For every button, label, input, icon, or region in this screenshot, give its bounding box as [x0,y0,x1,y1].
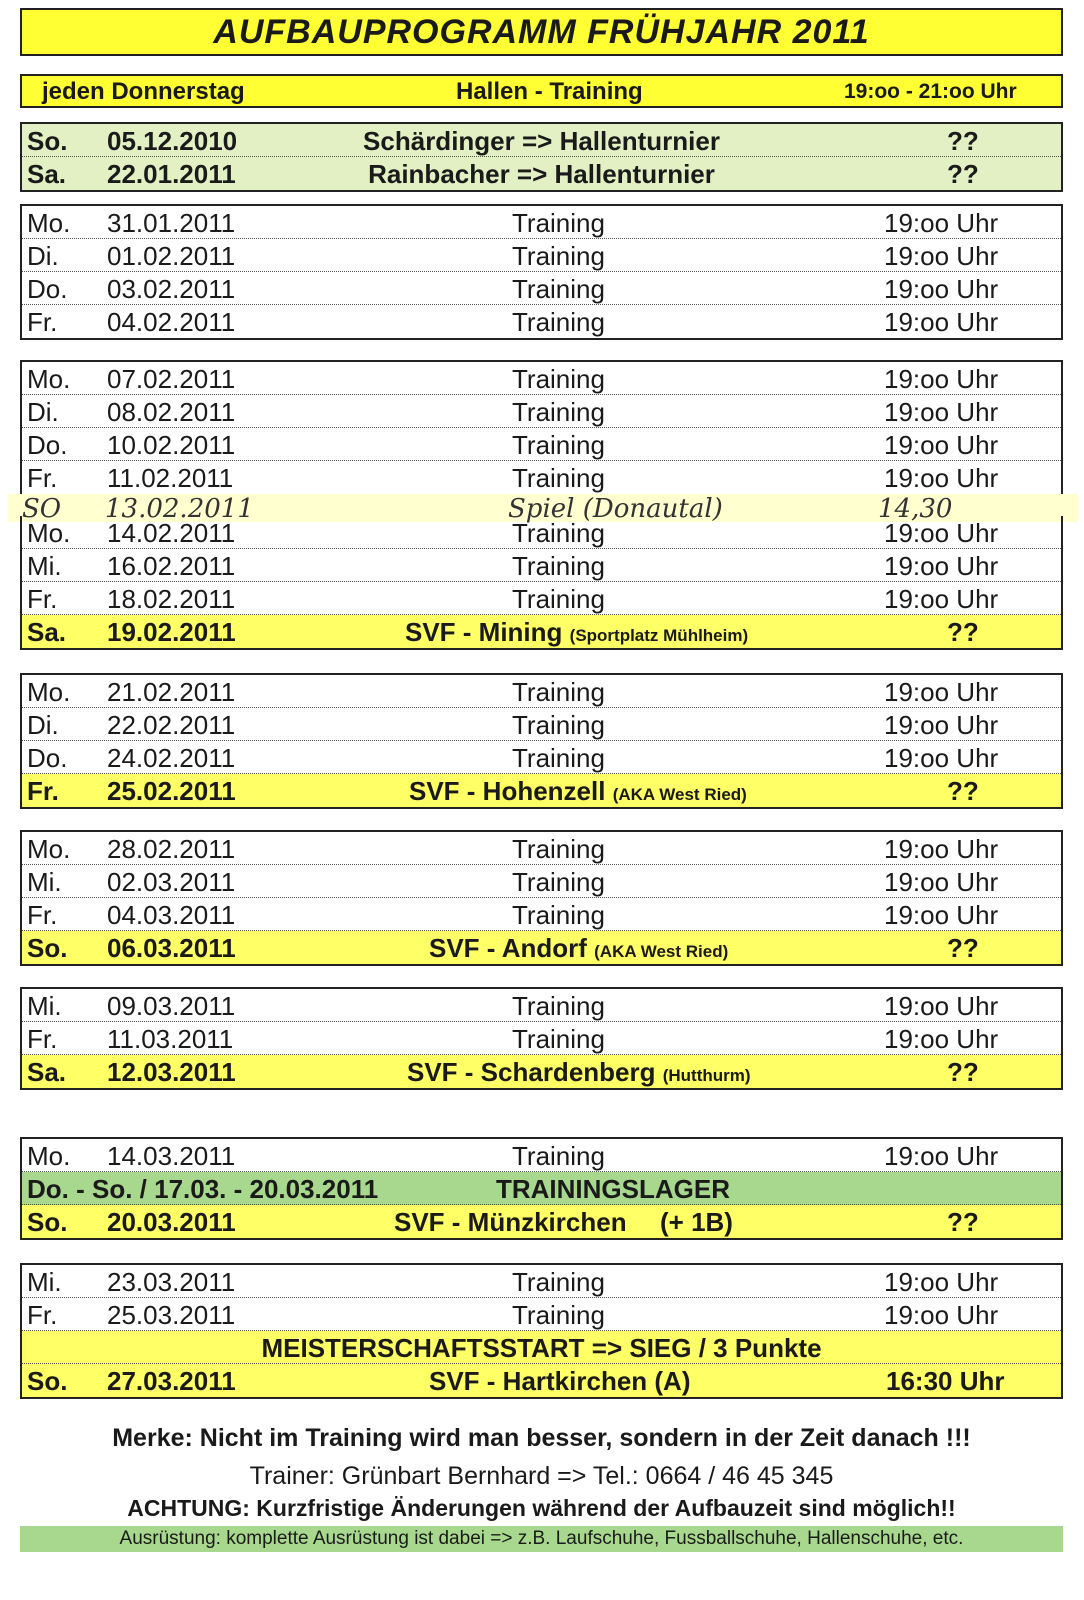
match-extra: (+ 1B) [660,1207,733,1237]
row-day: Fr. [27,900,58,930]
hall-label: Hallen - Training [456,78,643,105]
week-block-3 [20,673,1063,809]
row-event [407,1057,751,1088]
match-name: SVF - Andorf [429,933,587,963]
match-name: SVF - Hohenzell [409,776,606,806]
row-activity: Training [512,743,605,773]
row-time: 19:oo Uhr [884,677,999,707]
tournaments-block [20,122,1063,192]
row-time: 19:oo Uhr [884,867,999,897]
row-date: 19.02.2011 [107,617,236,647]
row-day: Sa. [27,617,67,647]
row-date: 11.02.2011 [107,463,234,493]
row-time: 19:oo Uhr [884,1141,999,1171]
schedule-row [22,1022,1061,1055]
row-activity: Training [512,518,605,548]
row-time: 19:oo Uhr [884,1300,999,1330]
row-time: 19:oo Uhr [884,518,999,548]
match-venue: (Hutthurm) [662,1066,751,1085]
row-event [405,617,748,648]
match-row [22,1205,1061,1238]
row-time: 19:oo Uhr [884,274,999,304]
schedule-row [22,1139,1061,1172]
row-activity: Training [512,551,605,581]
row-day: Fr. [27,1300,58,1330]
row-activity: Training [512,867,605,897]
row-time: 19:oo Uhr [884,1267,999,1297]
row-date: 12.03.2011 [107,1057,236,1087]
schedule-row [22,362,1061,395]
row-date: 22.02.2011 [107,710,236,740]
row-time: ?? [947,1057,979,1087]
row-event: SVF - Hartkirchen (A) [429,1366,691,1396]
row-time: ?? [947,617,979,647]
schedule-row [22,239,1061,272]
row-day: Sa. [27,1057,67,1087]
row-date: 28.02.2011 [107,834,236,864]
row-day: Fr. [27,584,58,614]
row-time: 16:30 Uhr [886,1366,1005,1396]
row-activity: Training [512,307,605,337]
row-day: So. [27,1366,68,1396]
row-day: Do. [27,274,68,304]
schedule-row [22,157,1061,190]
row-day: Fr. [27,1024,58,1054]
schedule-row [22,516,1061,549]
week-block-7 [20,1263,1063,1399]
row-time: ?? [947,776,979,806]
row-date: 04.03.2011 [107,900,236,930]
camp-row [22,1172,1061,1205]
row-time: 19:oo Uhr [884,241,999,271]
row-activity: Training [512,1024,605,1054]
row-time: 19:oo Uhr [884,1024,999,1054]
row-day: So. [27,933,68,963]
row-date: 20.03.2011 [107,1207,236,1237]
season-start-row [22,1331,1061,1364]
row-time: 19:oo Uhr [884,584,999,614]
match-name: SVF - Schardenberg [407,1057,656,1087]
row-date: 25.03.2011 [107,1300,236,1330]
row-date: 02.03.2011 [107,867,236,897]
row-day: Sa. [27,159,67,189]
match-venue: (AKA West Ried) [594,942,729,961]
row-event: Schärdinger => Hallenturnier [363,126,720,156]
season-start: MEISTERSCHAFTSSTART => SIEG / 3 Punkte [261,1333,822,1363]
row-time: ?? [947,126,979,156]
row-day: Fr. [27,776,59,806]
row-activity: Training [512,1267,605,1297]
schedule-row [22,428,1061,461]
row-time: 19:oo Uhr [884,710,999,740]
row-date: 18.02.2011 [107,584,236,614]
row-activity: Training [512,430,605,460]
row-activity: Training [512,241,605,271]
row-day: Di. [27,710,59,740]
row-time: 19:oo Uhr [884,208,999,238]
schedule-row [22,124,1061,157]
row-time: 19:oo Uhr [884,834,999,864]
row-date: 14.03.2011 [107,1141,236,1171]
match-row [22,615,1061,648]
row-date: 01.02.2011 [107,241,236,271]
week-block-1 [20,204,1063,340]
row-day: Fr. [27,307,58,337]
footer-trainer: Trainer: Grünbart Bernhard => Tel.: 0664 / 46 45 345 [249,1462,834,1490]
row-date: 23.03.2011 [107,1267,236,1297]
row-activity: Training [512,1300,605,1330]
schedule-row [22,741,1061,774]
row-time: 19:oo Uhr [884,743,999,773]
row-date: 24.02.2011 [107,743,236,773]
footer-warning: ACHTUNG: Kurzfristige Änderungen während der Aufbauzeit sind möglich!! [127,1495,956,1521]
week-block-6 [20,1137,1063,1240]
hall-training-banner [20,74,1063,108]
row-date: 21.02.2011 [107,677,236,707]
row-date: 27.03.2011 [107,1366,236,1396]
match-row [22,1055,1061,1088]
row-day: Do. [27,743,68,773]
row-date: 08.02.2011 [107,397,236,427]
week-block-2 [20,360,1063,494]
row-date: 22.01.2011 [107,159,236,189]
row-activity: Training [512,364,605,394]
row-day: Mo. [27,208,71,238]
row-day: Mo. [27,364,71,394]
schedule-row [22,582,1061,615]
row-date: 14.02.2011 [107,518,236,548]
row-day: Do. [27,430,68,460]
row-date: 04.02.2011 [107,307,236,337]
row-time: ?? [947,159,979,189]
row-date: 10.02.2011 [107,430,236,460]
row-day: Mi. [27,1267,62,1297]
schedule-row [22,989,1061,1022]
row-date: 31.01.2011 [107,208,236,238]
camp-range: Do. - So. / 17.03. - 20.03.2011 [27,1174,379,1204]
row-activity: Training [512,834,605,864]
schedule-row [22,395,1061,428]
row-activity: Training [512,710,605,740]
footer-motto: Merke: Nicht im Training wird man besser, sondern in der Zeit danach !!! [112,1424,971,1452]
row-event: SVF - Münzkirchen [394,1207,627,1237]
row-time: 19:oo Uhr [884,551,999,581]
match-name: SVF - Mining [405,617,563,647]
row-time: ?? [947,1207,979,1237]
row-time: 19:oo Uhr [884,900,999,930]
row-day: Mo. [27,677,71,707]
schedule-row [22,832,1061,865]
row-activity: Training [512,1141,605,1171]
row-activity: Training [512,208,605,238]
week-block-2b [20,516,1063,650]
match-venue: (Sportplatz Mühlheim) [569,626,749,645]
schedule-row [22,1265,1061,1298]
match-row [22,774,1061,807]
schedule-row [22,461,1061,494]
schedule-row [22,675,1061,708]
row-date: 07.02.2011 [107,364,236,394]
hand-day: SO [22,494,62,524]
week-block-4 [20,830,1063,966]
row-time: 19:oo Uhr [884,364,999,394]
row-date: 05.12.2010 [107,126,238,156]
row-day: Fr. [27,463,58,493]
row-day: Mo. [27,834,71,864]
row-event: Rainbacher => Hallenturnier [368,159,715,189]
schedule-row [22,206,1061,239]
hand-time: 14,30 [878,494,953,524]
row-day: Di. [27,241,59,271]
row-day: Mi. [27,551,62,581]
row-activity: Training [512,900,605,930]
schedule-row [22,898,1061,931]
hand-event: Spiel (Donautal) [508,494,723,524]
row-day: Mi. [27,991,62,1021]
row-date: 25.02.2011 [107,776,236,806]
row-time: ?? [947,933,979,963]
schedule-row [22,1298,1061,1331]
row-day: Mi. [27,867,62,897]
row-time: 19:oo Uhr [884,307,999,337]
schedule-row [22,865,1061,898]
match-venue: (AKA West Ried) [612,785,747,804]
hand-date: 13.02.2011 [105,494,254,524]
row-date: 09.03.2011 [107,991,236,1021]
row-date: 03.02.2011 [107,274,236,304]
row-activity: Training [512,397,605,427]
row-event [409,776,747,807]
schedule-row [22,305,1061,338]
row-activity: Training [512,274,605,304]
row-time: 19:oo Uhr [884,991,999,1021]
camp-label: TRAININGSLAGER [496,1174,730,1204]
row-activity: Training [512,463,605,493]
schedule-row [22,549,1061,582]
match-row [22,1364,1061,1397]
row-day: So. [27,126,68,156]
row-day: So. [27,1207,68,1237]
row-date: 11.03.2011 [107,1024,234,1054]
hall-time: 19:oo - 21:oo Uhr [844,80,1017,103]
row-day: Di. [27,397,59,427]
row-time: 19:oo Uhr [884,430,999,460]
row-day: Mo. [27,518,71,548]
page-title: AUFBAUPROGRAMM FRÜHJAHR 2011 [20,8,1063,56]
row-activity: Training [512,677,605,707]
footer-equipment: Ausrüstung: komplette Ausrüstung ist dabei => z.B. Laufschuhe, Fussballschuhe, Hallenschuhe, etc. [20,1526,1063,1552]
row-date: 16.02.2011 [107,551,236,581]
row-date: 06.03.2011 [107,933,236,963]
row-activity: Training [512,584,605,614]
match-row [22,931,1061,964]
row-event [429,933,728,964]
schedule-row [22,708,1061,741]
row-activity: Training [512,991,605,1021]
schedule-row [22,272,1061,305]
hall-day: jeden Donnerstag [42,78,245,105]
row-time: 19:oo Uhr [884,463,999,493]
week-block-5 [20,987,1063,1090]
row-time: 19:oo Uhr [884,397,999,427]
row-day: Mo. [27,1141,71,1171]
